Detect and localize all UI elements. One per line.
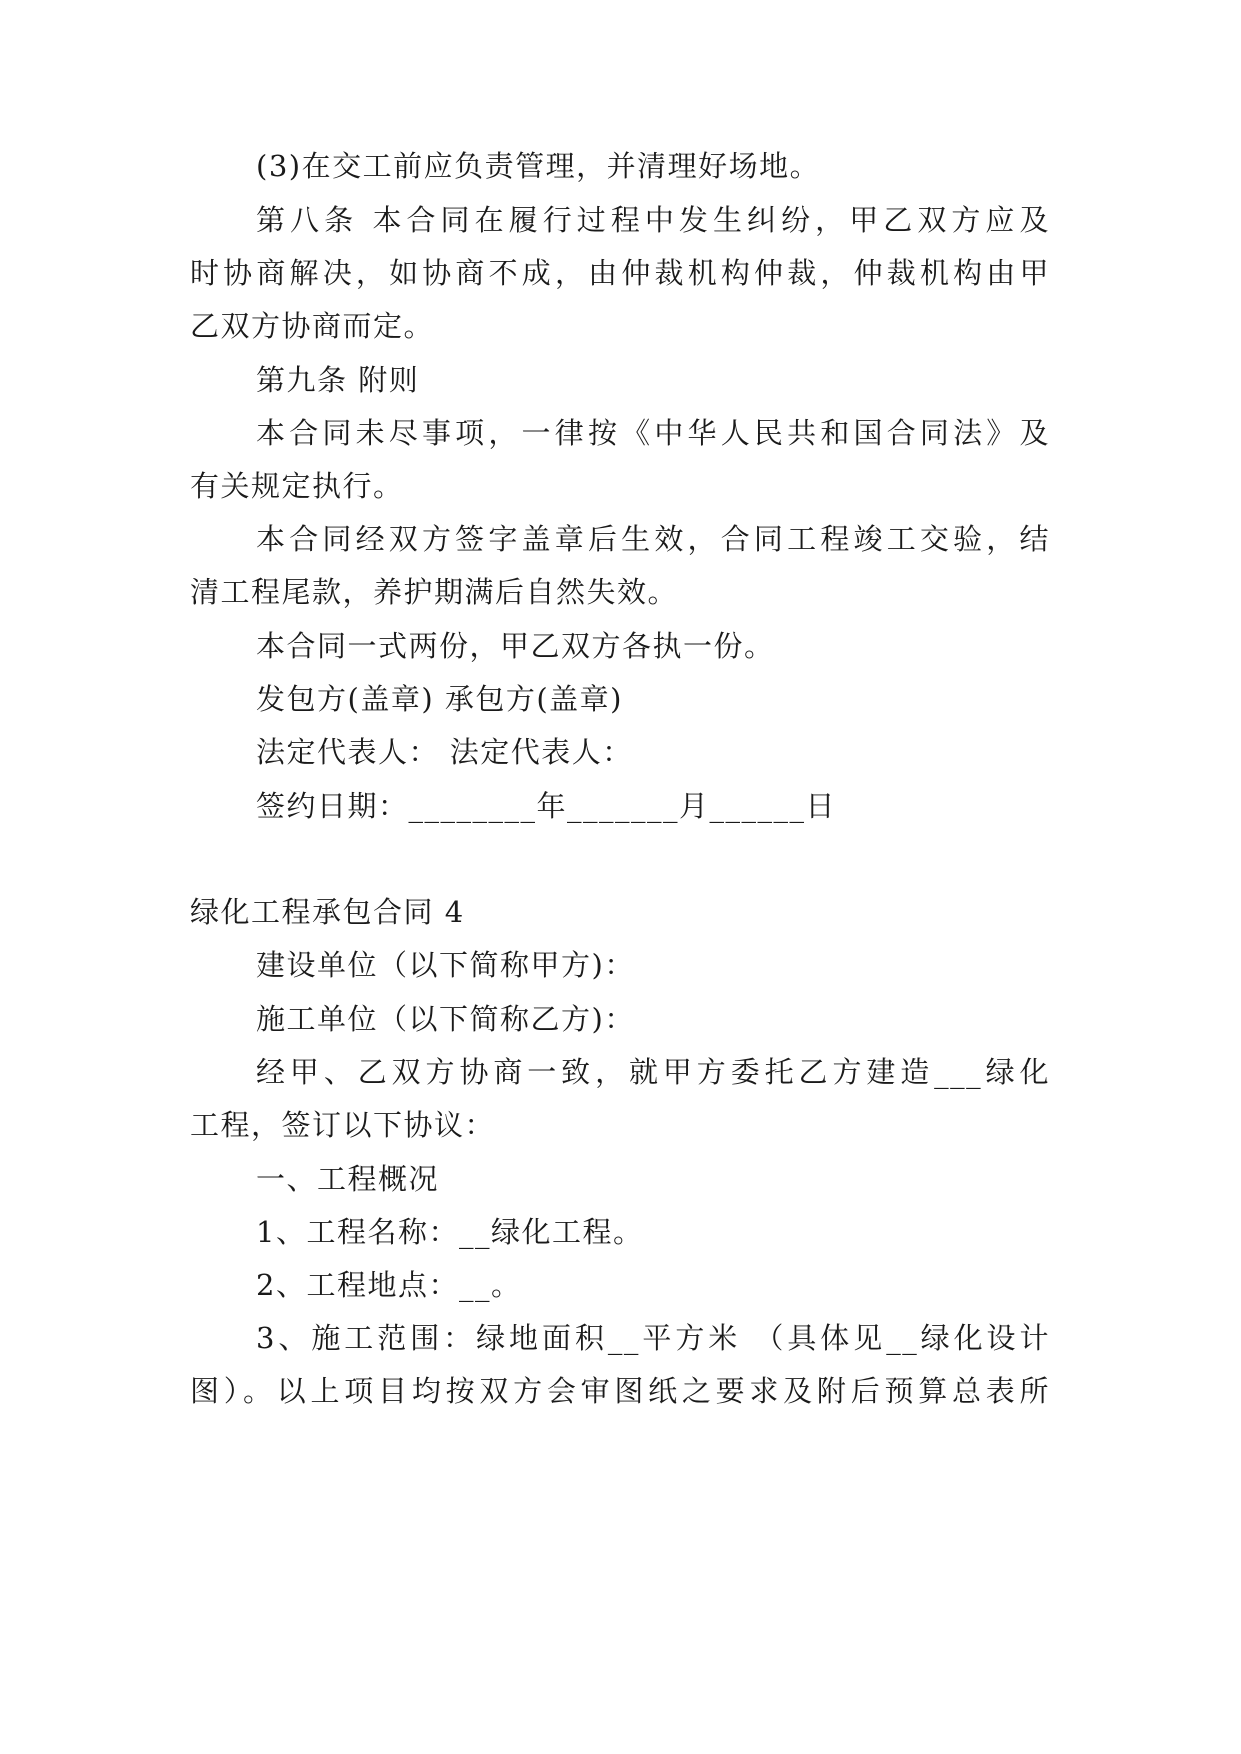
clause-9-paragraph-2-line-1: 本合同经双方签字盖章后生效，合同工程竣工交验，结 — [256, 522, 1050, 556]
party-b-line: 施工单位（以下简称乙方)： — [256, 1002, 635, 1036]
clause-9-paragraph-2-line-2: 清工程尾款，养护期满后自然失效。 — [190, 575, 679, 609]
clause-8-line-1: 第八条 本合同在履行过程中发生纠纷，甲乙双方应及 — [256, 203, 1050, 237]
clause-8-line-2: 时协商解决，如协商不成，由仲裁机构仲裁，仲裁机构由甲 — [190, 256, 1050, 290]
agreement-intro-line-1: 经甲、乙双方协商一致，就甲方委托乙方建造___绿化 — [256, 1055, 1050, 1089]
project-location: 2、工程地点：__。 — [256, 1268, 522, 1302]
agreement-intro-line-2: 工程，签订以下协议： — [190, 1108, 496, 1142]
clause-9-paragraph-1-line-1: 本合同未尽事项，一律按《中华人民共和国合同法》及 — [256, 416, 1050, 450]
signing-date: 签约日期：________年_______月______日 — [256, 789, 837, 823]
clause-9-heading: 第九条 附则 — [256, 363, 420, 397]
legal-representatives: 法定代表人： 法定代表人： — [256, 735, 633, 769]
construction-scope-line-2: 图）。以上项目均按双方会审图纸之要求及附后预算总表所 — [190, 1374, 1050, 1408]
construction-scope-line-1: 3、施工范围：绿地面积__平方米 （具体见__绿化设计 — [256, 1321, 1050, 1355]
signature-parties: 发包方(盖章) 承包方(盖章) — [256, 682, 623, 716]
copies-statement: 本合同一式两份，甲乙双方各执一份。 — [256, 629, 775, 663]
clause-8-line-3: 乙双方协商而定。 — [190, 309, 435, 343]
party-a-line: 建设单位（以下简称甲方)： — [256, 948, 635, 982]
contract-title: 绿化工程承包合同 4 — [190, 895, 465, 929]
project-name: 1、工程名称：__绿化工程。 — [256, 1215, 644, 1249]
section-1-heading: 一、工程概况 — [256, 1162, 440, 1196]
clause-9-paragraph-1-line-2: 有关规定执行。 — [190, 469, 404, 503]
clause-7-item-3: (3)在交工前应负责管理，并清理好场地。 — [256, 149, 821, 183]
